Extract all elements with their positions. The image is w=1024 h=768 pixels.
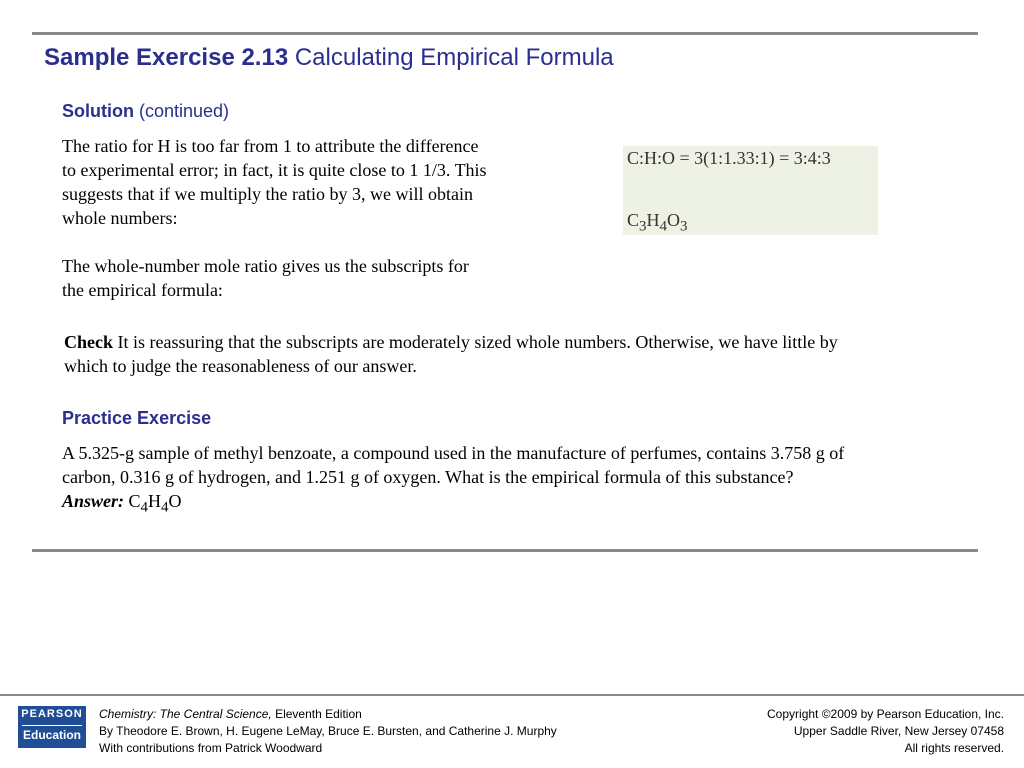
- address-line: Upper Saddle River, New Jersey 07458: [793, 724, 1004, 738]
- footer-book-info: [99, 706, 557, 757]
- equation-box: [623, 146, 878, 235]
- solution-line: The whole-number mole ratio gives us the subscripts for: [62, 256, 469, 276]
- check-text-2: which to judge the reasonableness of our answer.: [64, 356, 417, 376]
- solution-line: whole numbers:: [62, 208, 178, 228]
- book-title: Chemistry: The Central Science,: [99, 707, 272, 721]
- copyright-line: Copyright ©2009 by Pearson Education, Inc.: [767, 707, 1004, 721]
- solution-continued: (continued): [139, 101, 230, 121]
- rights-line: All rights reserved.: [904, 741, 1004, 755]
- pearson-logo: [18, 706, 86, 748]
- check-text: It is reassuring that the subscripts are moderately sized whole numbers. Otherwise, we have little by: [117, 332, 838, 352]
- ratio-equation: C:H:O = 3(1:1.33:1) = 3:4:3: [627, 148, 831, 168]
- footer-copyright: [767, 706, 1004, 757]
- bottom-rule: [32, 549, 978, 552]
- footer-rule: [0, 694, 1024, 696]
- solution-paragraph-2: [62, 254, 469, 302]
- practice-paragraph: [62, 441, 844, 520]
- book-edition: Eleventh Edition: [275, 707, 362, 721]
- answer-label: Answer:: [62, 491, 125, 511]
- logo-top-text: PEARSON: [21, 708, 83, 720]
- book-authors: By Theodore E. Brown, H. Eugene LeMay, Bruce E. Bursten, and Catherine J. Murphy: [99, 724, 557, 738]
- book-contributions: With contributions from Patrick Woodward: [99, 741, 323, 755]
- empirical-formula: $C_3H_4O_3$: [627, 210, 688, 235]
- practice-line: A 5.325-g sample of methyl benzoate, a compound used in the manufacture of perfumes, contains 3.758 g of: [62, 443, 845, 463]
- logo-bottom-text: Education: [22, 728, 81, 742]
- solution-line: the empirical formula:: [62, 280, 223, 300]
- check-label: Check: [64, 332, 113, 352]
- solution-line: The ratio for H is too far from 1 to attribute the difference: [62, 136, 479, 156]
- top-rule: [32, 32, 978, 35]
- solution-line: to experimental error; in fact, it is quite close to 1 1/3. This: [62, 160, 487, 180]
- practice-line: carbon, 0.316 g of hydrogen, and 1.251 g of oxygen. What is the empirical formula of this substance?: [62, 467, 794, 487]
- practice-answer: [62, 489, 844, 520]
- logo-divider: [22, 725, 82, 726]
- solution-label: Solution: [62, 101, 134, 121]
- solution-line: suggests that if we multiply the ratio by 3, we will obtain: [62, 184, 473, 204]
- slide-title: [44, 44, 614, 72]
- check-paragraph: [64, 330, 838, 378]
- solution-paragraph-1: [62, 134, 487, 230]
- title-rest: Calculating Empirical Formula: [294, 44, 614, 71]
- practice-heading: Practice Exercise: [62, 408, 212, 428]
- answer-formula: $C_4H_4O$: [128, 491, 182, 516]
- solution-heading: [62, 101, 229, 122]
- title-bold: Sample Exercise 2.13: [44, 44, 289, 71]
